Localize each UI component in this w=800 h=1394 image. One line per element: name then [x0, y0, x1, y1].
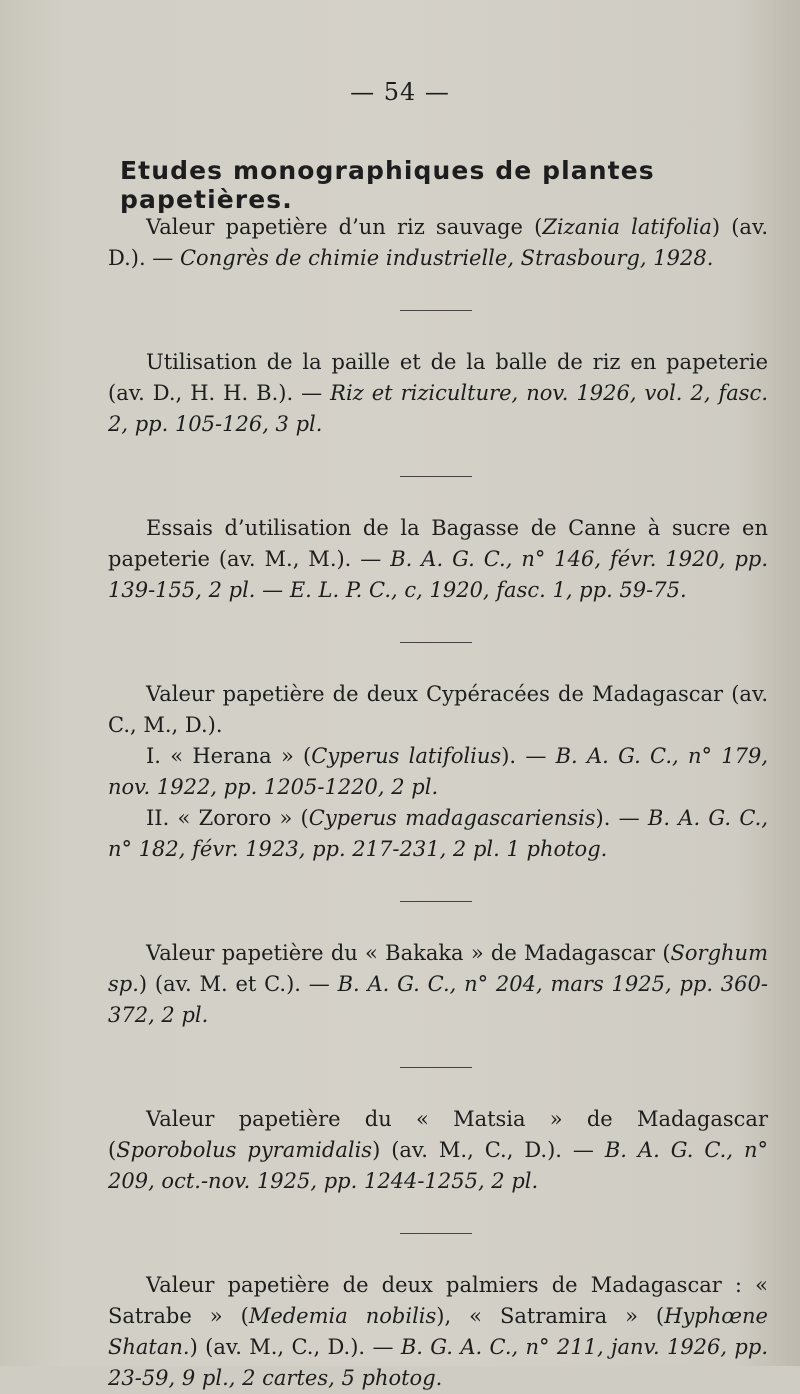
entry-text: Valeur papetière de deux Cypéracées de Madagascar (av. C., M., D.).	[108, 682, 768, 737]
italic-text: B. A. G. C., n° 209, oct.-nov. 1925, pp. 1244-1255, 2 pl.	[108, 1138, 768, 1193]
entry-separator	[400, 642, 472, 643]
italic-text: Medemia nobilis	[248, 1304, 437, 1328]
entry-paragraph	[108, 741, 768, 803]
italic-text: Sporobolus pyramidalis	[116, 1138, 373, 1162]
entry-paragraph	[108, 1270, 768, 1394]
italic-text: B. A. G. C., n° 179, nov. 1922, pp. 1205-1220, 2 pl.	[108, 744, 769, 799]
bibliography-entry	[108, 679, 768, 865]
entry-text: I. « Herana » (	[146, 744, 312, 768]
italic-text: Cyperus latifolius	[311, 744, 502, 768]
bibliography-list	[108, 212, 768, 1394]
entry-text: ) (av. M., C., D.). —	[189, 1335, 401, 1359]
entry-separator	[400, 476, 472, 477]
italic-text: Sorghum sp.	[108, 941, 768, 996]
entry-text: ) (av. D.). —	[108, 215, 768, 270]
bibliography-entry	[108, 513, 768, 606]
entry-paragraph	[108, 938, 768, 1031]
section-heading: Etudes monographiques de plantes papetières.	[120, 156, 655, 214]
italic-text: Hyphœne Shatan.	[108, 1304, 768, 1359]
entry-text: ). —	[501, 744, 556, 768]
italic-text: Cyperus madagascariensis	[308, 806, 596, 830]
page-number: — 54 —	[350, 78, 450, 106]
entry-text: ) (av. M. et C.). —	[138, 972, 338, 996]
bibliography-entry	[108, 1270, 768, 1394]
entry-text: Valeur papetière du « Matsia » de Madagascar (	[108, 1107, 768, 1162]
italic-text: Congrès de chimie industrielle, Strasbourg, 1928.	[179, 246, 714, 270]
entry-text: ). —	[595, 806, 648, 830]
entry-paragraph	[108, 1104, 768, 1197]
bibliography-entry	[108, 347, 768, 440]
italic-text: Riz et riziculture, nov. 1926, vol. 2, fasc. 2, pp. 105-126, 3 pl.	[108, 381, 768, 436]
italic-text: Zizania latifolia	[542, 215, 712, 239]
entry-text: II. « Zororo » (	[146, 806, 309, 830]
entry-separator	[400, 901, 472, 902]
bibliography-entry	[108, 212, 768, 274]
entry-paragraph	[108, 803, 768, 865]
entry-paragraph	[108, 513, 768, 606]
entry-text: Essais d’utilisation de la Bagasse de Canne à sucre en papeterie (av. M., M.). —	[108, 516, 768, 571]
entry-text: Valeur papetière de deux palmiers de Madagascar : « Satrabe » (	[108, 1273, 768, 1328]
entry-paragraph	[108, 347, 768, 440]
entry-text: Valeur papetière d’un riz sauvage (	[146, 215, 543, 239]
italic-text: B. A. G. C., n° 204, mars 1925, pp. 360-372, 2 pl.	[108, 972, 768, 1027]
italic-text: B. A. G. C., n° 182, févr. 1923, pp. 217-231, 2 pl. 1 photog.	[108, 806, 768, 861]
italic-text: B. A. G. C., n° 146, févr. 1920, pp. 139-155, 2 pl. — E. L. P. C., c, 1920, fasc. 1, pp. 59-75.	[108, 547, 769, 602]
entry-separator	[400, 1233, 472, 1234]
entry-paragraph	[108, 212, 768, 274]
entry-separator	[400, 310, 472, 311]
bibliography-entry	[108, 938, 768, 1031]
entry-text: ) (av. M., C., D.). —	[372, 1138, 605, 1162]
entry-text: Valeur papetière du « Bakaka » de Madagascar (	[146, 941, 671, 965]
italic-text: B. G. A. C., n° 211, janv. 1926, pp. 23-59, 9 pl., 2 cartes, 5 photog.	[108, 1335, 768, 1390]
entry-separator	[400, 1067, 472, 1068]
entry-text: ), « Satramira » (	[436, 1304, 665, 1328]
bibliography-entry	[108, 1104, 768, 1197]
entry-text: Utilisation de la paille et de la balle de riz en papeterie (av. D., H. H. B.). —	[108, 350, 768, 405]
entry-paragraph	[108, 679, 768, 741]
